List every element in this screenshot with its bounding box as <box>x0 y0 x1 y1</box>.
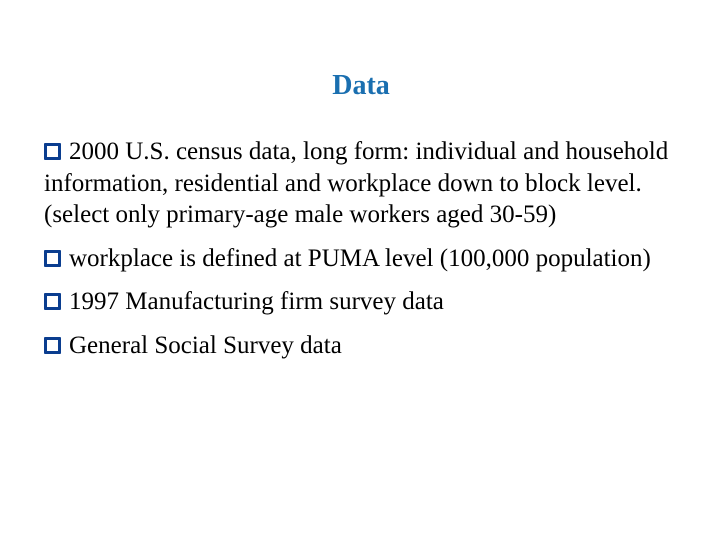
slide-title-wrapper <box>0 68 720 104</box>
bullet-list <box>44 136 684 373</box>
bullet-item-workplace <box>44 243 684 275</box>
slide-title: Data <box>332 70 390 101</box>
bullet-text: 1997 Manufacturing firm survey data <box>69 288 444 315</box>
bullet-text: General Social Survey data <box>69 331 342 359</box>
checkbox-bullet-icon <box>44 143 61 160</box>
bullet-item-census <box>44 136 684 231</box>
bullet-item-gss <box>44 330 684 362</box>
bullet-text: workplace is defined at PUMA level (100,000 population) <box>69 244 651 272</box>
bullet-item-manufacturing <box>44 286 684 318</box>
checkbox-bullet-icon <box>44 250 61 267</box>
checkbox-bullet-icon <box>44 337 61 354</box>
checkbox-bullet-icon <box>44 293 61 310</box>
bullet-text: 2000 U.S. census data, long form: individual and household information, residential and workplace down to block level. (select only primary-age male workers aged 30-59) <box>44 138 669 228</box>
